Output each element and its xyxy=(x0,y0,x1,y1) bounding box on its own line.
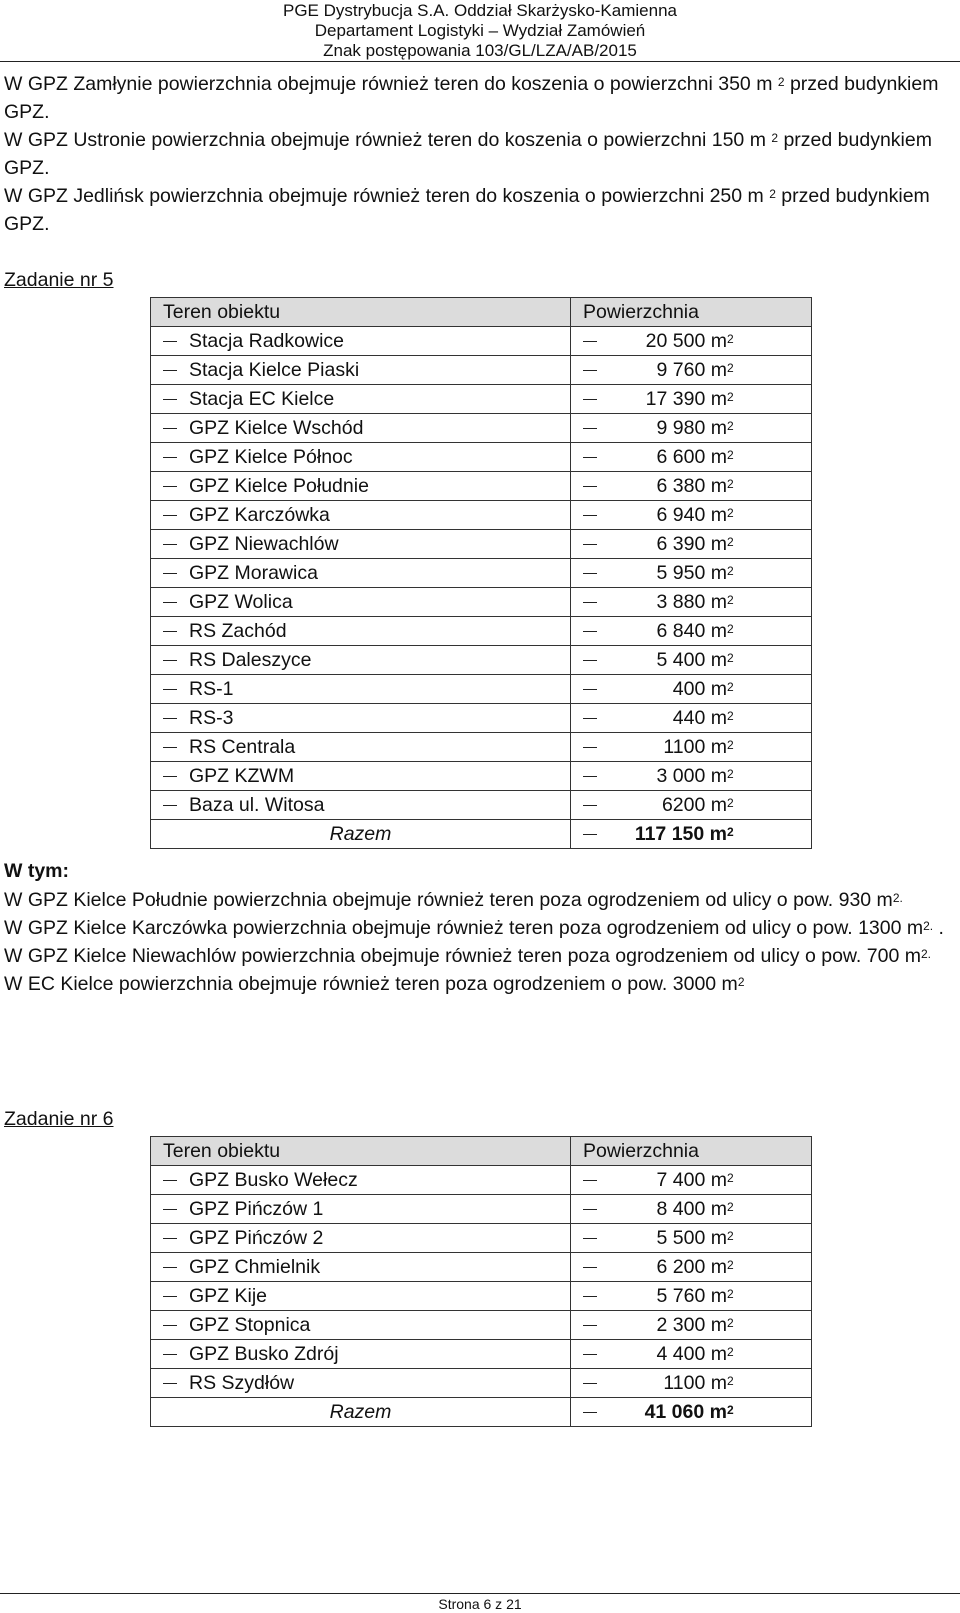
table-row xyxy=(151,617,812,646)
site-name: GPZ Wolica xyxy=(189,591,293,613)
area-value xyxy=(609,1166,727,1194)
dash-bullet xyxy=(163,486,177,487)
dash-bullet xyxy=(163,573,177,574)
table-row xyxy=(151,791,812,820)
area-value-cell xyxy=(571,472,812,501)
dash-bullet xyxy=(163,1354,177,1355)
table-row xyxy=(151,1311,812,1340)
dash-bullet xyxy=(583,573,597,574)
site-name-cell xyxy=(151,1311,571,1340)
dash-bullet xyxy=(583,1296,597,1297)
dash-bullet xyxy=(163,718,177,719)
dash-bullet xyxy=(163,1238,177,1239)
area-unit: m xyxy=(710,1372,727,1394)
site-name: GPZ Kielce Południe xyxy=(189,475,369,497)
site-name: GPZ Chmielnik xyxy=(189,1256,321,1278)
total-number: 117 150 xyxy=(634,823,705,845)
area-unit: m xyxy=(710,736,727,758)
area-number: 9 760 xyxy=(656,359,706,381)
area-unit-sup: 2 xyxy=(727,390,734,404)
area-number: 440 xyxy=(672,707,706,729)
area-number: 3 880 xyxy=(656,591,706,613)
area-unit-sup: 2 xyxy=(727,332,734,346)
area-value xyxy=(609,675,727,703)
area-value-cell xyxy=(571,791,812,820)
dash-bullet xyxy=(583,1383,597,1384)
wtym-note-karczowka: W GPZ Kielce Karczówka powierzchnia obejmuje również teren poza ogrodzeniem od ulicy o pow. 1300 $m^{2.}$ . xyxy=(4,917,944,939)
area-unit-sup: 2 xyxy=(727,651,734,665)
area-value-cell xyxy=(571,414,812,443)
area-value-cell xyxy=(571,1340,812,1369)
site-name-cell xyxy=(151,1340,571,1369)
area-unit-sup: 2 xyxy=(727,1287,734,1301)
site-name: RS Szydłów xyxy=(189,1372,295,1394)
site-name-cell xyxy=(151,385,571,414)
column-header-site: Teren obiektu xyxy=(151,1137,571,1166)
dash-bullet xyxy=(583,631,597,632)
dash-bullet xyxy=(583,1238,597,1239)
dash-bullet xyxy=(583,457,597,458)
dash-bullet xyxy=(163,544,177,545)
task6-heading: Zadanie nr 6 xyxy=(4,1108,114,1130)
dash-bullet xyxy=(583,1267,597,1268)
site-name: GPZ Niewachlów xyxy=(189,533,339,555)
table-row xyxy=(151,1340,812,1369)
dash-bullet xyxy=(163,1325,177,1326)
area-value-cell xyxy=(571,1166,812,1195)
dash-bullet xyxy=(163,602,177,603)
area-number: 5 500 xyxy=(656,1227,706,1249)
area-unit: m xyxy=(710,1198,727,1220)
area-value xyxy=(609,356,727,384)
total-value-cell xyxy=(571,820,812,849)
wtym-notes xyxy=(4,886,956,998)
area-number: 3 000 xyxy=(656,765,706,787)
area-number: 6 840 xyxy=(656,620,706,642)
area-unit-sup: 2 xyxy=(727,477,734,491)
dash-bullet xyxy=(583,399,597,400)
area-unit: m xyxy=(710,591,727,613)
table-row xyxy=(151,385,812,414)
area-unit-sup: 2 xyxy=(727,1229,734,1243)
dash-bullet xyxy=(583,544,597,545)
dash-bullet xyxy=(583,718,597,719)
area-unit: m xyxy=(710,765,727,787)
area-value-cell xyxy=(571,617,812,646)
site-name-cell xyxy=(151,472,571,501)
area-number: 4 400 xyxy=(656,1343,706,1365)
page-header xyxy=(0,0,960,62)
site-name: Baza ul. Witosa xyxy=(189,794,325,816)
site-name-cell xyxy=(151,675,571,704)
site-name-cell xyxy=(151,559,571,588)
dash-bullet xyxy=(583,341,597,342)
area-value-cell xyxy=(571,327,812,356)
total-value-cell xyxy=(571,1398,812,1427)
area-number: 17 390 xyxy=(645,388,706,410)
wtym-note-kielce-poludnie: W GPZ Kielce Południe powierzchnia obejmuje również teren poza ogrodzeniem od ulicy o pow. 930 $m^{2.}$ xyxy=(4,889,903,911)
dash-bullet xyxy=(163,399,177,400)
area-unit: m xyxy=(710,678,727,700)
total-value xyxy=(609,820,727,848)
area-value-cell xyxy=(571,356,812,385)
site-name-cell xyxy=(151,356,571,385)
task5-heading: Zadanie nr 5 xyxy=(4,269,114,291)
table-row xyxy=(151,762,812,791)
task5-area-table xyxy=(150,297,812,849)
total-unit-sup: 2 xyxy=(727,1403,734,1417)
area-unit-sup: 2 xyxy=(727,419,734,433)
table-row xyxy=(151,327,812,356)
site-name: GPZ Busko Wełecz xyxy=(189,1169,358,1191)
task6-rows xyxy=(151,1166,812,1427)
dash-bullet xyxy=(163,631,177,632)
total-unit-sup: 2 xyxy=(727,825,734,839)
area-unit-sup: 2 xyxy=(727,1171,734,1185)
table-row xyxy=(151,1282,812,1311)
area-value xyxy=(609,704,727,732)
dash-bullet xyxy=(583,1412,597,1413)
area-value-cell xyxy=(571,1282,812,1311)
dash-bullet xyxy=(583,834,597,835)
task6-area-table xyxy=(150,1136,812,1427)
table-row xyxy=(151,356,812,385)
area-number: 6 940 xyxy=(656,504,706,526)
site-name-cell xyxy=(151,762,571,791)
site-name-cell xyxy=(151,414,571,443)
wtym-note-ec-kielce: W EC Kielce powierzchnia obejmuje również teren poza ogrodzeniem o pow. 3000 $m^2$ xyxy=(4,973,745,995)
dash-bullet xyxy=(583,660,597,661)
table-row xyxy=(151,646,812,675)
site-name: RS Centrala xyxy=(189,736,296,758)
site-name: RS Zachód xyxy=(189,620,287,642)
total-value xyxy=(609,1398,727,1426)
area-value xyxy=(609,472,727,500)
table-row xyxy=(151,1253,812,1282)
area-number: 1100 xyxy=(663,736,706,758)
table-row xyxy=(151,1195,812,1224)
area-unit-sup: 2 xyxy=(727,709,734,723)
table-row xyxy=(151,1369,812,1398)
area-value-cell xyxy=(571,588,812,617)
site-name: GPZ Pińczów 1 xyxy=(189,1198,324,1220)
dash-bullet xyxy=(583,1354,597,1355)
header-department: Departament Logistyki – Wydział Zamówień xyxy=(314,21,646,40)
area-unit: m xyxy=(710,330,727,352)
area-value-cell xyxy=(571,1311,812,1340)
area-unit: m xyxy=(710,649,727,671)
area-value xyxy=(609,588,727,616)
total-unit: m xyxy=(709,1401,727,1423)
area-value xyxy=(609,327,727,355)
site-name: GPZ Busko Zdrój xyxy=(189,1343,339,1365)
area-unit: m xyxy=(710,475,727,497)
area-number: 5 950 xyxy=(656,562,706,584)
area-unit-sup: 2 xyxy=(727,796,734,810)
area-unit: m xyxy=(710,533,727,555)
dash-bullet xyxy=(583,515,597,516)
area-unit-sup: 2 xyxy=(727,1374,734,1388)
site-name-cell xyxy=(151,327,571,356)
area-unit: m xyxy=(710,1169,727,1191)
dash-bullet xyxy=(163,660,177,661)
total-unit: m xyxy=(709,823,727,845)
dash-bullet xyxy=(163,457,177,458)
area-number: 1100 xyxy=(663,1372,706,1394)
area-number: 6 200 xyxy=(656,1256,706,1278)
total-row xyxy=(151,1398,812,1427)
dash-bullet xyxy=(163,428,177,429)
area-value-cell xyxy=(571,1224,812,1253)
area-value xyxy=(609,385,727,413)
area-unit: m xyxy=(710,707,727,729)
table-row xyxy=(151,704,812,733)
area-unit: m xyxy=(710,620,727,642)
intro-note-ustronie: W GPZ Ustronie powierzchnia obejmuje również teren do koszenia o powierzchni 150 m $^2$ przed budynkiem GPZ. xyxy=(4,129,932,179)
site-name-cell xyxy=(151,443,571,472)
table-header-row xyxy=(151,1137,812,1166)
area-value xyxy=(609,1224,727,1252)
area-unit: m xyxy=(710,1256,727,1278)
dash-bullet xyxy=(163,515,177,516)
site-name-cell xyxy=(151,1282,571,1311)
table-row xyxy=(151,559,812,588)
site-name-cell xyxy=(151,617,571,646)
area-unit: m xyxy=(710,359,727,381)
area-value-cell xyxy=(571,1369,812,1398)
dash-bullet xyxy=(163,1383,177,1384)
column-header-area: Powierzchnia xyxy=(571,1137,812,1166)
area-unit-sup: 2 xyxy=(727,767,734,781)
area-number: 9 980 xyxy=(656,417,706,439)
area-value xyxy=(609,1340,727,1368)
area-number: 2 300 xyxy=(656,1314,706,1336)
area-unit-sup: 2 xyxy=(727,593,734,607)
table-row xyxy=(151,588,812,617)
dash-bullet xyxy=(163,776,177,777)
area-unit: m xyxy=(710,1343,727,1365)
area-unit-sup: 2 xyxy=(727,535,734,549)
area-value xyxy=(609,501,727,529)
site-name-cell xyxy=(151,1195,571,1224)
area-value-cell xyxy=(571,530,812,559)
site-name-cell xyxy=(151,1369,571,1398)
area-unit: m xyxy=(710,1285,727,1307)
table-row xyxy=(151,1166,812,1195)
area-value-cell xyxy=(571,501,812,530)
total-label: Razem xyxy=(151,820,571,849)
area-value xyxy=(609,617,727,645)
dash-bullet xyxy=(163,805,177,806)
area-value xyxy=(609,559,727,587)
dash-bullet xyxy=(163,1267,177,1268)
task5-rows xyxy=(151,327,812,849)
area-unit-sup: 2 xyxy=(727,361,734,375)
site-name: GPZ Karczówka xyxy=(189,504,330,526)
site-name: GPZ KZWM xyxy=(189,765,295,787)
table-row xyxy=(151,414,812,443)
site-name: RS-1 xyxy=(189,678,234,700)
column-header-area: Powierzchnia xyxy=(571,298,812,327)
area-value-cell xyxy=(571,762,812,791)
area-number: 8 400 xyxy=(656,1198,706,1220)
area-unit: m xyxy=(710,446,727,468)
area-unit-sup: 2 xyxy=(727,564,734,578)
area-unit: m xyxy=(710,1314,727,1336)
area-unit-sup: 2 xyxy=(727,1200,734,1214)
wtym-label: W tym: xyxy=(4,860,69,882)
area-value-cell xyxy=(571,1253,812,1282)
site-name-cell xyxy=(151,501,571,530)
total-number: 41 060 xyxy=(644,1401,705,1423)
dash-bullet xyxy=(163,1296,177,1297)
dash-bullet xyxy=(583,1209,597,1210)
area-number: 6 380 xyxy=(656,475,706,497)
page-number: Strona 6 z 21 xyxy=(438,1596,522,1612)
site-name-cell xyxy=(151,1253,571,1282)
area-number: 6200 xyxy=(661,794,706,816)
dash-bullet xyxy=(583,1180,597,1181)
area-number: 400 xyxy=(672,678,706,700)
dash-bullet xyxy=(583,370,597,371)
area-unit: m xyxy=(710,504,727,526)
area-number: 7 400 xyxy=(656,1169,706,1191)
area-value xyxy=(609,443,727,471)
area-unit-sup: 2 xyxy=(727,680,734,694)
total-label: Razem xyxy=(151,1398,571,1427)
table-row xyxy=(151,501,812,530)
header-reference: Znak postępowania 103/GL/LZA/AB/2015 xyxy=(323,41,637,60)
table-header-row xyxy=(151,298,812,327)
area-unit: m xyxy=(710,388,727,410)
area-unit: m xyxy=(710,1227,727,1249)
table-row xyxy=(151,675,812,704)
dash-bullet xyxy=(163,1209,177,1210)
total-row xyxy=(151,820,812,849)
site-name-cell xyxy=(151,791,571,820)
dash-bullet xyxy=(163,1180,177,1181)
column-header-site: Teren obiektu xyxy=(151,298,571,327)
dash-bullet xyxy=(163,689,177,690)
area-value-cell xyxy=(571,1195,812,1224)
table-row xyxy=(151,530,812,559)
table-row xyxy=(151,1224,812,1253)
page-footer xyxy=(0,1593,960,1612)
site-name: GPZ Kije xyxy=(189,1285,268,1307)
area-unit-sup: 2 xyxy=(727,738,734,752)
dash-bullet xyxy=(583,428,597,429)
area-value-cell xyxy=(571,443,812,472)
site-name: Stacja Kielce Piaski xyxy=(189,359,360,381)
site-name: Stacja EC Kielce xyxy=(189,388,335,410)
dash-bullet xyxy=(583,805,597,806)
intro-note-jedlinsk: W GPZ Jedlińsk powierzchnia obejmuje również teren do koszenia o powierzchni 250 m $^2$ przed budynkiem GPZ. xyxy=(4,185,930,235)
area-number: 6 390 xyxy=(656,533,706,555)
site-name: GPZ Kielce Wschód xyxy=(189,417,364,439)
site-name-cell xyxy=(151,704,571,733)
site-name: GPZ Pińczów 2 xyxy=(189,1227,324,1249)
site-name: Stacja Radkowice xyxy=(189,330,344,352)
table-row xyxy=(151,443,812,472)
header-company: PGE Dystrybucja S.A. Oddział Skarżysko-Kamienna xyxy=(283,1,677,20)
area-value xyxy=(609,791,727,819)
area-value-cell xyxy=(571,733,812,762)
site-name: RS-3 xyxy=(189,707,234,729)
area-value-cell xyxy=(571,646,812,675)
area-value xyxy=(609,1282,727,1310)
dash-bullet xyxy=(583,1325,597,1326)
area-value xyxy=(609,762,727,790)
area-unit: m xyxy=(710,794,727,816)
area-value-cell xyxy=(571,559,812,588)
area-value-cell xyxy=(571,704,812,733)
area-unit-sup: 2 xyxy=(727,1345,734,1359)
table-row xyxy=(151,733,812,762)
site-name: GPZ Stopnica xyxy=(189,1314,311,1336)
area-number: 5 400 xyxy=(656,649,706,671)
area-unit-sup: 2 xyxy=(727,506,734,520)
dash-bullet xyxy=(583,776,597,777)
dash-bullet xyxy=(583,602,597,603)
site-name: GPZ Morawica xyxy=(189,562,318,584)
area-value xyxy=(609,414,727,442)
site-name: GPZ Kielce Północ xyxy=(189,446,353,468)
area-number: 20 500 xyxy=(645,330,706,352)
area-number: 6 600 xyxy=(656,446,706,468)
dash-bullet xyxy=(163,370,177,371)
site-name-cell xyxy=(151,646,571,675)
area-unit: m xyxy=(710,562,727,584)
area-unit: m xyxy=(710,417,727,439)
area-unit-sup: 2 xyxy=(727,448,734,462)
table-row xyxy=(151,472,812,501)
area-unit-sup: 2 xyxy=(727,622,734,636)
site-name-cell xyxy=(151,1224,571,1253)
dash-bullet xyxy=(583,689,597,690)
area-unit-sup: 2 xyxy=(727,1316,734,1330)
site-name-cell xyxy=(151,588,571,617)
area-value xyxy=(609,1369,727,1397)
site-name-cell xyxy=(151,733,571,762)
area-value xyxy=(609,1195,727,1223)
site-name-cell xyxy=(151,1166,571,1195)
wtym-note-niewachlow: W GPZ Kielce Niewachlów powierzchnia obejmuje również teren poza ogrodzeniem od ulicy o pow. 700 $m^{2.}$ xyxy=(4,945,931,967)
intro-note-zamlynie: W GPZ Zamłynie powierzchnia obejmuje również teren do koszenia o powierzchni 350 m $^2$ przed budynkiem GPZ. xyxy=(4,73,939,123)
dash-bullet xyxy=(583,486,597,487)
area-value-cell xyxy=(571,675,812,704)
area-value-cell xyxy=(571,385,812,414)
area-number: 5 760 xyxy=(656,1285,706,1307)
dash-bullet xyxy=(583,747,597,748)
area-value xyxy=(609,1311,727,1339)
site-name-cell xyxy=(151,530,571,559)
area-value xyxy=(609,1253,727,1281)
dash-bullet xyxy=(163,341,177,342)
area-value xyxy=(609,646,727,674)
area-value xyxy=(609,733,727,761)
dash-bullet xyxy=(163,747,177,748)
intro-notes xyxy=(4,70,956,238)
site-name: RS Daleszyce xyxy=(189,649,312,671)
area-unit-sup: 2 xyxy=(727,1258,734,1272)
area-value xyxy=(609,530,727,558)
